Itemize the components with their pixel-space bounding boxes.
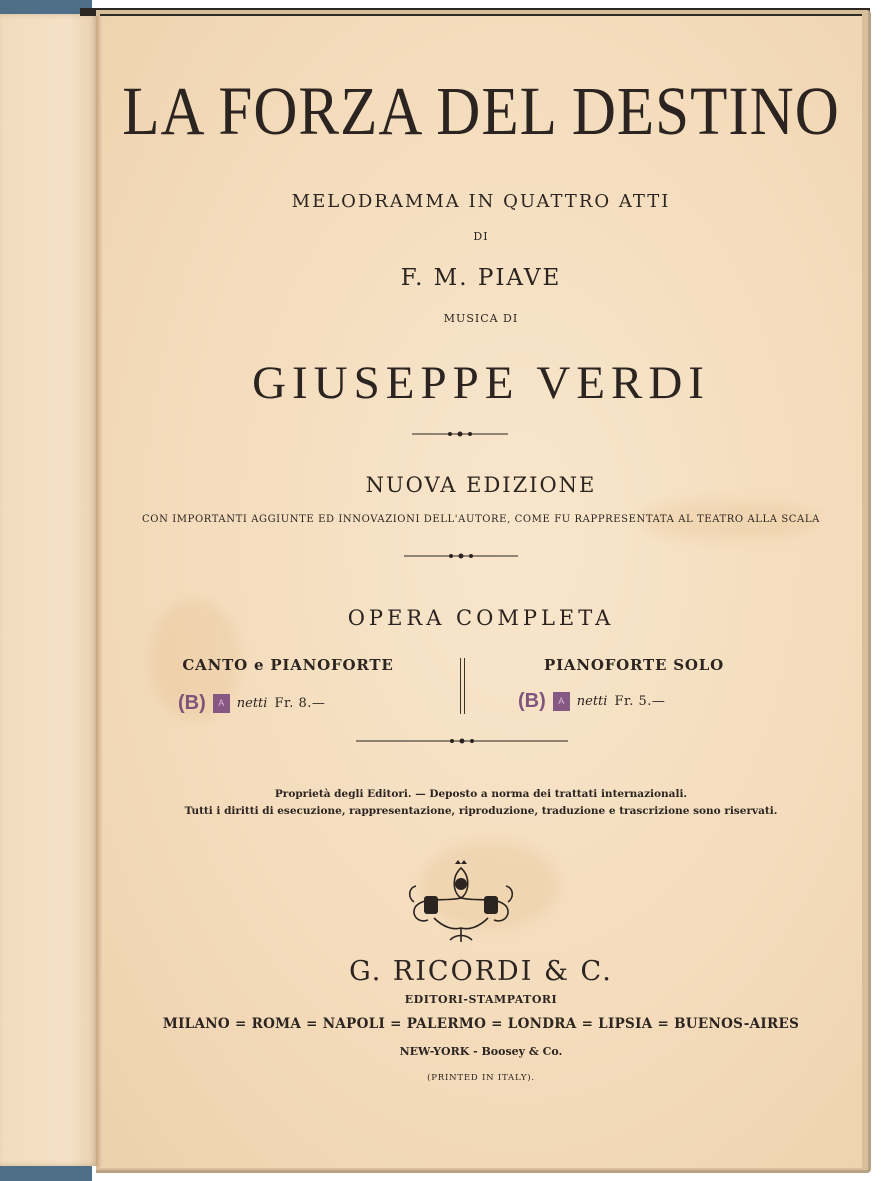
price-row (178, 692, 325, 715)
ornament-divider-icon (402, 550, 520, 562)
pianoforte-solo-column (514, 656, 754, 674)
ornament-divider-icon (354, 735, 570, 747)
music-by-label: MUSICA DI (443, 312, 519, 325)
price-row (518, 690, 665, 713)
price-value: Fr. 5.— (614, 694, 666, 709)
stamp-a-icon: A (213, 694, 230, 713)
opera-title: LA FORZA DEL DESTINO (122, 74, 840, 150)
ricordi-crest-icon (404, 858, 518, 944)
edition-type-label: CANTO e PIANOFORTE (182, 656, 394, 674)
publisher-name: G. RICORDI & C. (349, 956, 613, 987)
netti-label: netti (576, 694, 608, 709)
opera-subtitle: MELODRAMMA IN QUATTRO ATTI (291, 191, 671, 212)
netti-label: netti (236, 696, 268, 711)
opera-completa: OPERA COMPLETA (347, 606, 615, 630)
price-value: Fr. 8.— (274, 696, 326, 711)
ornament-divider-icon (410, 428, 510, 440)
left-page (0, 14, 98, 1166)
rights-notice (100, 786, 862, 820)
rights-line: Tutti i diritti di esecuzione, rappresentazione, riproduzione, traduzione e trascrizione sono riservati. (184, 805, 778, 817)
edition-label: NUOVA EDIZIONE (365, 473, 597, 497)
edition-note: CON IMPORTANTI AGGIUNTE ED INNOVAZIONI DELL'AUTORE, COME FU RAPPRESENTATA AL TEATRO ALLA SCALA (142, 514, 820, 525)
newyork-agent: NEW-YORK - Boosey & Co. (399, 1045, 563, 1058)
canto-pianoforte-column (168, 656, 408, 674)
printed-in-italy: (PRINTED IN ITALY). (427, 1073, 535, 1083)
stamp-a-icon: A (553, 692, 570, 711)
edition-type-label: PIANOFORTE SOLO (544, 656, 724, 674)
stamp-b-icon: (B) (518, 690, 546, 712)
by-word: DI (473, 230, 489, 243)
column-divider (460, 658, 465, 714)
publisher-subtitle: EDITORI-STAMPATORI (404, 993, 558, 1006)
librettist-name: F. M. PIAVE (400, 265, 562, 291)
stamp-b-icon: (B) (178, 692, 206, 714)
rights-line: Proprietà degli Editori. — Deposto a norma dei trattati internazionali. (274, 788, 688, 800)
publisher-cities: MILANO = ROMA = NAPOLI = PALERMO = LONDRA = LIPSIA = BUENOS-AIRES (162, 1016, 800, 1032)
composer-name: GIUSEPPE VERDI (252, 357, 710, 409)
